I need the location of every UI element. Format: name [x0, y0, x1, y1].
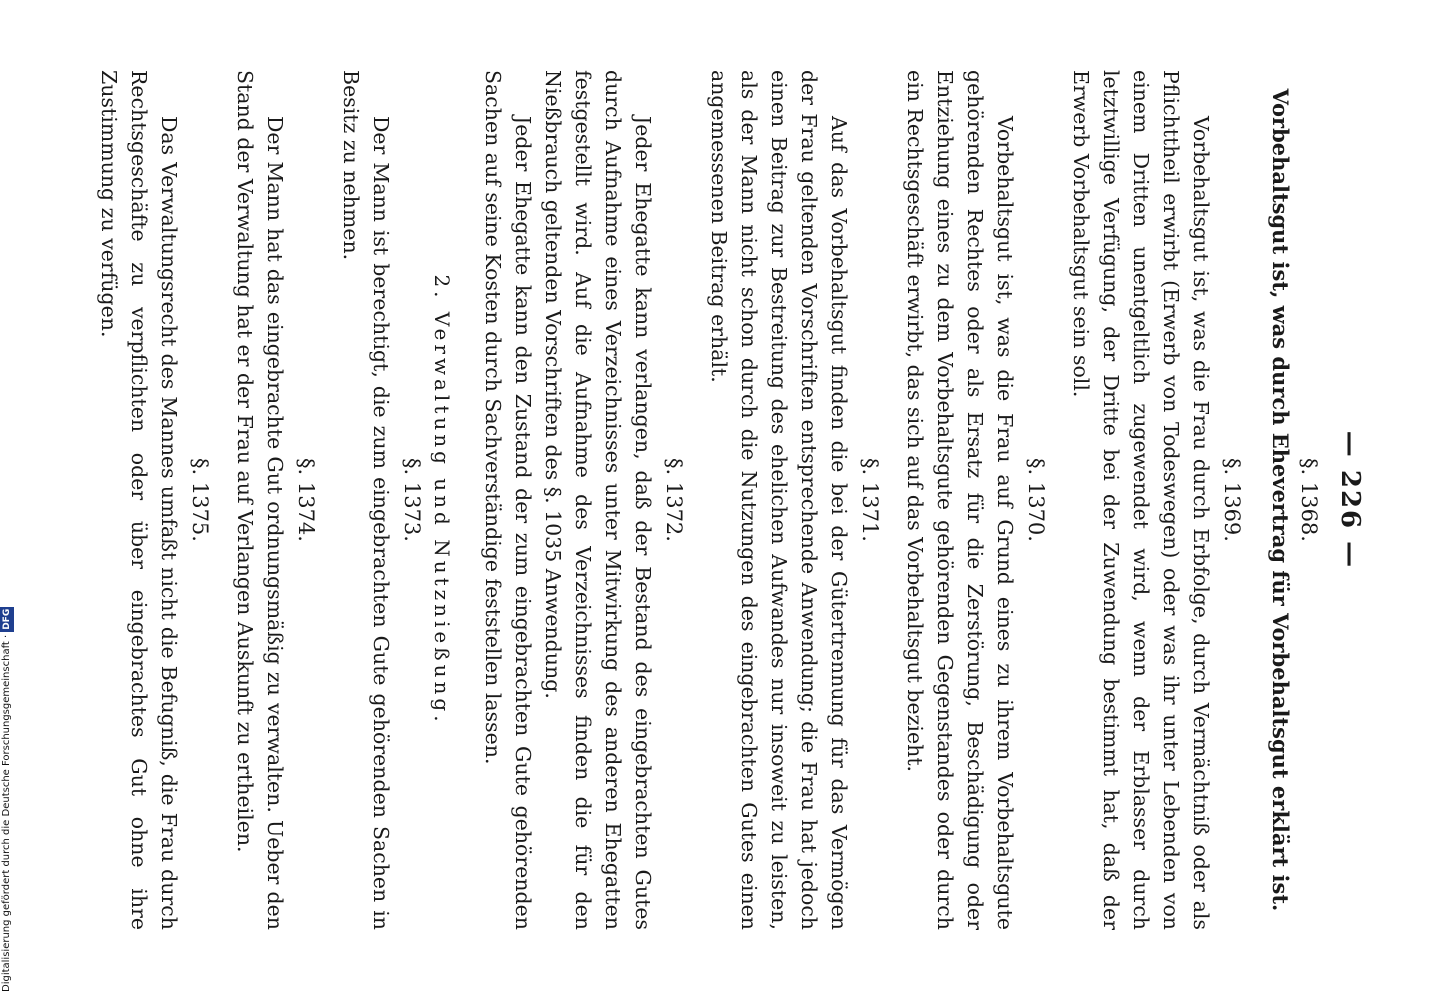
section-sign: §. 1374. — [294, 458, 318, 542]
section-text: Jeder Ehegatte kann verlangen, daß der Bestand des eingebrachten Gutes durch Aufnahme eines Verzeichnisses unter Mitwirkung des anderen Ehegatten festgestellt wird. Auf die Aufnahme des Verzeichnisses finden die für den Nießbrauch geltenden Vorschriften des §. 1035 Anwendung. — [541, 70, 655, 930]
section-block — [1054, 70, 1244, 930]
page-content — [82, 70, 1365, 930]
section-sign: §. 1370. — [1024, 458, 1048, 542]
section-block — [1250, 70, 1321, 930]
section-gap — [1250, 70, 1262, 930]
section-gap — [692, 70, 704, 930]
funding-credit: Digitalisierung gefördert durch die Deutsche Forschungsgemeinschaft · — [1, 634, 12, 992]
section-block — [218, 70, 318, 930]
section-gap — [218, 70, 230, 930]
section-text: Der Mann hat das eingebrachte Gut ordnungsmäßig zu verwalten. Ueber den Stand der Verwaltung hat er der Frau auf Verlangen Auskunft zu ertheilen. — [233, 70, 287, 930]
page-number: — 226 — — [1335, 430, 1365, 570]
section-text: Vorbehaltsgut ist, was die Frau auf Grund eines zu ihrem Vorbehaltsgute gehörenden Rechtes oder als Ersatz für die Zerstörung, Beschädigung oder Entziehung eines zu dem Vorbehaltsgute gehörenden Gegenstandes oder durch ein Rechtsgeschäft erwirbt, das sich auf das Vorbehaltsgut bezieht. — [903, 70, 1017, 930]
section-block — [466, 70, 686, 930]
digitization-note-text — [0, 0, 14, 1000]
section-block — [324, 70, 424, 930]
section-sign: §. 1368. — [1297, 458, 1321, 542]
paragraph-list — [82, 70, 1321, 930]
section-text: Der Mann ist berechtigt, die zum eingebrachten Gute gehörenden Sachen in Besitz zu nehmen. — [339, 70, 393, 930]
section-heading: Vorbehaltsgut ist, was durch Ehevertrag für Vorbehaltsgut erklärt ist. — [1268, 88, 1293, 912]
section-gap — [466, 70, 478, 930]
section-gap — [324, 70, 336, 930]
section-text: Jeder Ehegatte kann den Zustand der zum eingebrachten Gute gehörenden Sachen auf seine Kosten durch Sachverständige feststellen lassen. — [481, 70, 535, 930]
section-sign: §. 1375. — [188, 458, 212, 542]
section-sign: §. 1373. — [400, 458, 424, 542]
section-block — [692, 70, 882, 930]
section-sign: §. 1372. — [662, 458, 686, 542]
dfg-logo: DFG — [2, 608, 12, 630]
section-block — [888, 70, 1048, 930]
section-block — [82, 70, 212, 930]
section-gap — [888, 70, 900, 930]
section-text: Das Verwaltungsrecht des Mannes umfaßt nicht die Befugniß, die Frau durch Rechtsgeschäfte zu verpflichten oder über eingebrachtes Gut ohne ihre Zustimmung zu verfügen. — [97, 70, 181, 930]
section-gap — [1054, 70, 1066, 930]
subsection-title: 2. Verwaltung und Nutznießung. — [430, 274, 454, 726]
digitization-note — [0, 0, 14, 1000]
section-text: Auf das Vorbehaltsgut finden die bei der Gütertrennung für das Vermögen der Frau geltenden Vorschriften entsprechende Anwendung; die Frau hat jedoch einen Beitrag zur Bestreitung des ehelichen Aufwandes nur insoweit zu leisten, als der Mann nicht schon durch die Nutzungen des eingebrachten Gutes einen angemessenen Beitrag erhält. — [707, 70, 851, 930]
section-gap — [82, 70, 94, 930]
section-sign: §. 1371. — [858, 458, 882, 542]
section-sign: §. 1369. — [1220, 458, 1244, 542]
section-text: Vorbehaltsgut ist, was die Frau durch Erbfolge, durch Vermächtniß oder als Pflichttheil erwirbt (Erwerb von Todeswegen) oder was ihr unter Lebenden von einem Dritten unentgeltlich zugewendet wird, wenn der Erblasser durch letztwillige Verfügung, der Dritte bei der Zuwendung bestimmt hat, daß der Erwerb Vorbehaltsgut sein soll. — [1069, 70, 1213, 930]
